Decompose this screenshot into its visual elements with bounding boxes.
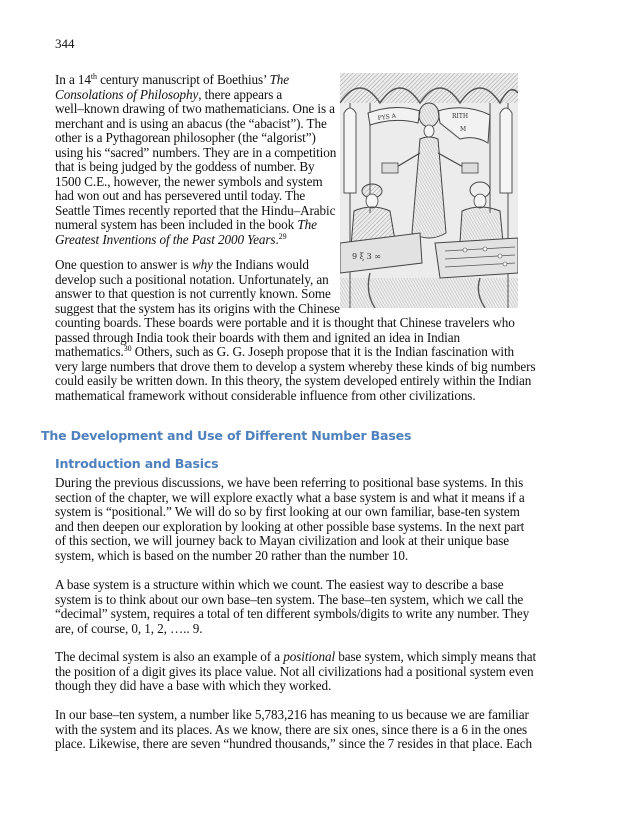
text-line: Greatest Inventions of the Past 2000 Years.$^{29}$ — [55, 231, 287, 247]
second-paragraph — [55, 257, 536, 403]
text-line: In our base–ten system, a number like 5,783,216 has meaning to us because we are familiar — [55, 707, 529, 722]
paragraph-intro-basics — [55, 476, 575, 563]
svg-text:PYS A: PYS A — [377, 112, 397, 122]
text-line: using his “sacred” numbers. They are in a competition — [55, 144, 337, 160]
subsection-heading: Introduction and Basics — [55, 456, 219, 471]
text-line: Consolations of Philosophy, there appears a — [55, 86, 283, 102]
text-line: very large numbers that drove them to develop a system whereby these kinds of big numbers — [55, 358, 536, 374]
text-line: passed through India took their boards with them and ignited an idea in Indian — [55, 329, 460, 345]
text-line: well–known drawing of two mathematicians. One is a — [55, 101, 335, 116]
text-line: that is being judged by the goddess of number. By — [55, 159, 315, 174]
footnote-marker: 29 — [278, 231, 287, 241]
text-line: and then deepen our exploration by looking at other possible base systems. In the next part — [55, 518, 525, 534]
text-line: place. Likewise, there are seven “hundred thousands,” since the 7 resides in that place. Each — [55, 736, 532, 751]
text-line: suggest that the system has its origins with the Chinese — [55, 300, 340, 316]
section-heading: The Development and Use of Different Number Bases — [41, 428, 412, 443]
text-line: develop such a positional notation. Unfortunately, an — [55, 271, 329, 287]
text-line: answer to that question is not currently known. Some — [55, 286, 331, 301]
text-line: numeral system has been included in the book The — [55, 217, 317, 232]
text-line: Seattle Times recently reported that the Hindu–Arabic — [55, 202, 336, 218]
svg-text:M: M — [460, 126, 467, 133]
text-line: are, of course, 0, 1, 2, ….. 9. — [55, 620, 203, 636]
text-line: merchant and is using an abacus (the “abacist”). The — [55, 115, 327, 131]
paragraph-place-value-example — [55, 708, 575, 752]
text-line: 1500 C.E., however, the newer symbols and system — [55, 173, 323, 189]
text-line: section of the chapter, we will explore exactly what a base system is and what it means if a — [55, 489, 525, 505]
text-line: of this section, we will journey back to Mayan civilization and look at their unique base — [55, 533, 510, 548]
text-line: A base system is a structure within which we count. The easiest way to describe a base — [55, 577, 504, 592]
text-line: system is to think about our own base–ten system. The base–ten system, which we call the — [55, 591, 524, 607]
text-line: mathematical framework without considerable influence from other civilizations. — [55, 387, 476, 403]
paragraph-base-system-definition — [55, 578, 575, 636]
intro-paragraph — [55, 72, 337, 247]
svg-text:9 ξ 3 ∞: 9 ξ 3 ∞ — [352, 252, 381, 261]
superscript: th — [90, 72, 97, 81]
text-line: mathematics.$^{30}$ Others, such as G. G. Joseph propose that it is the Indian fascination with — [55, 344, 515, 359]
text-line: with the system and its places. As we know, there are six ones, since there is a 6 in the ones — [55, 721, 528, 737]
text-line: had won out and has persevered until today. The — [55, 188, 306, 203]
text-line: “decimal” system, requires a total of ten different symbols/digits to write any number. They — [55, 606, 530, 621]
svg-text:RITH: RITH — [452, 113, 469, 120]
text-line: though they did have a base with which they worked. — [55, 678, 332, 693]
text-line: One question to answer is why the Indians would — [55, 257, 309, 272]
paragraph-positional — [55, 650, 575, 694]
text-line: could easily be written down. In this theory, the system developed entirely within the Indian — [55, 373, 532, 388]
text-line: In a 14th century manuscript of Boethius’ The — [55, 72, 290, 87]
text-line: counting boards. These boards were portable and it is thought that Chinese travelers who — [55, 315, 515, 330]
page-number: 344 — [55, 36, 75, 51]
text-line: system is “positional.” We will do so by first looking at our own familiar, base-ten system — [55, 504, 520, 519]
text-line: The decimal system is also an example of a positional base system, which simply means that — [55, 649, 537, 664]
footnote-marker: 30 — [123, 344, 132, 353]
text-line: system, which is based on the number 20 rather than the number 10. — [55, 547, 409, 563]
text-line: the position of a digit gives its place value. Not all civilizations had a positional system even — [55, 663, 534, 679]
text-line: other is a Pythagorean philosopher (the “algorist”) — [55, 130, 316, 145]
text-line: During the previous discussions, we have been referring to positional base systems. In this — [55, 475, 524, 490]
